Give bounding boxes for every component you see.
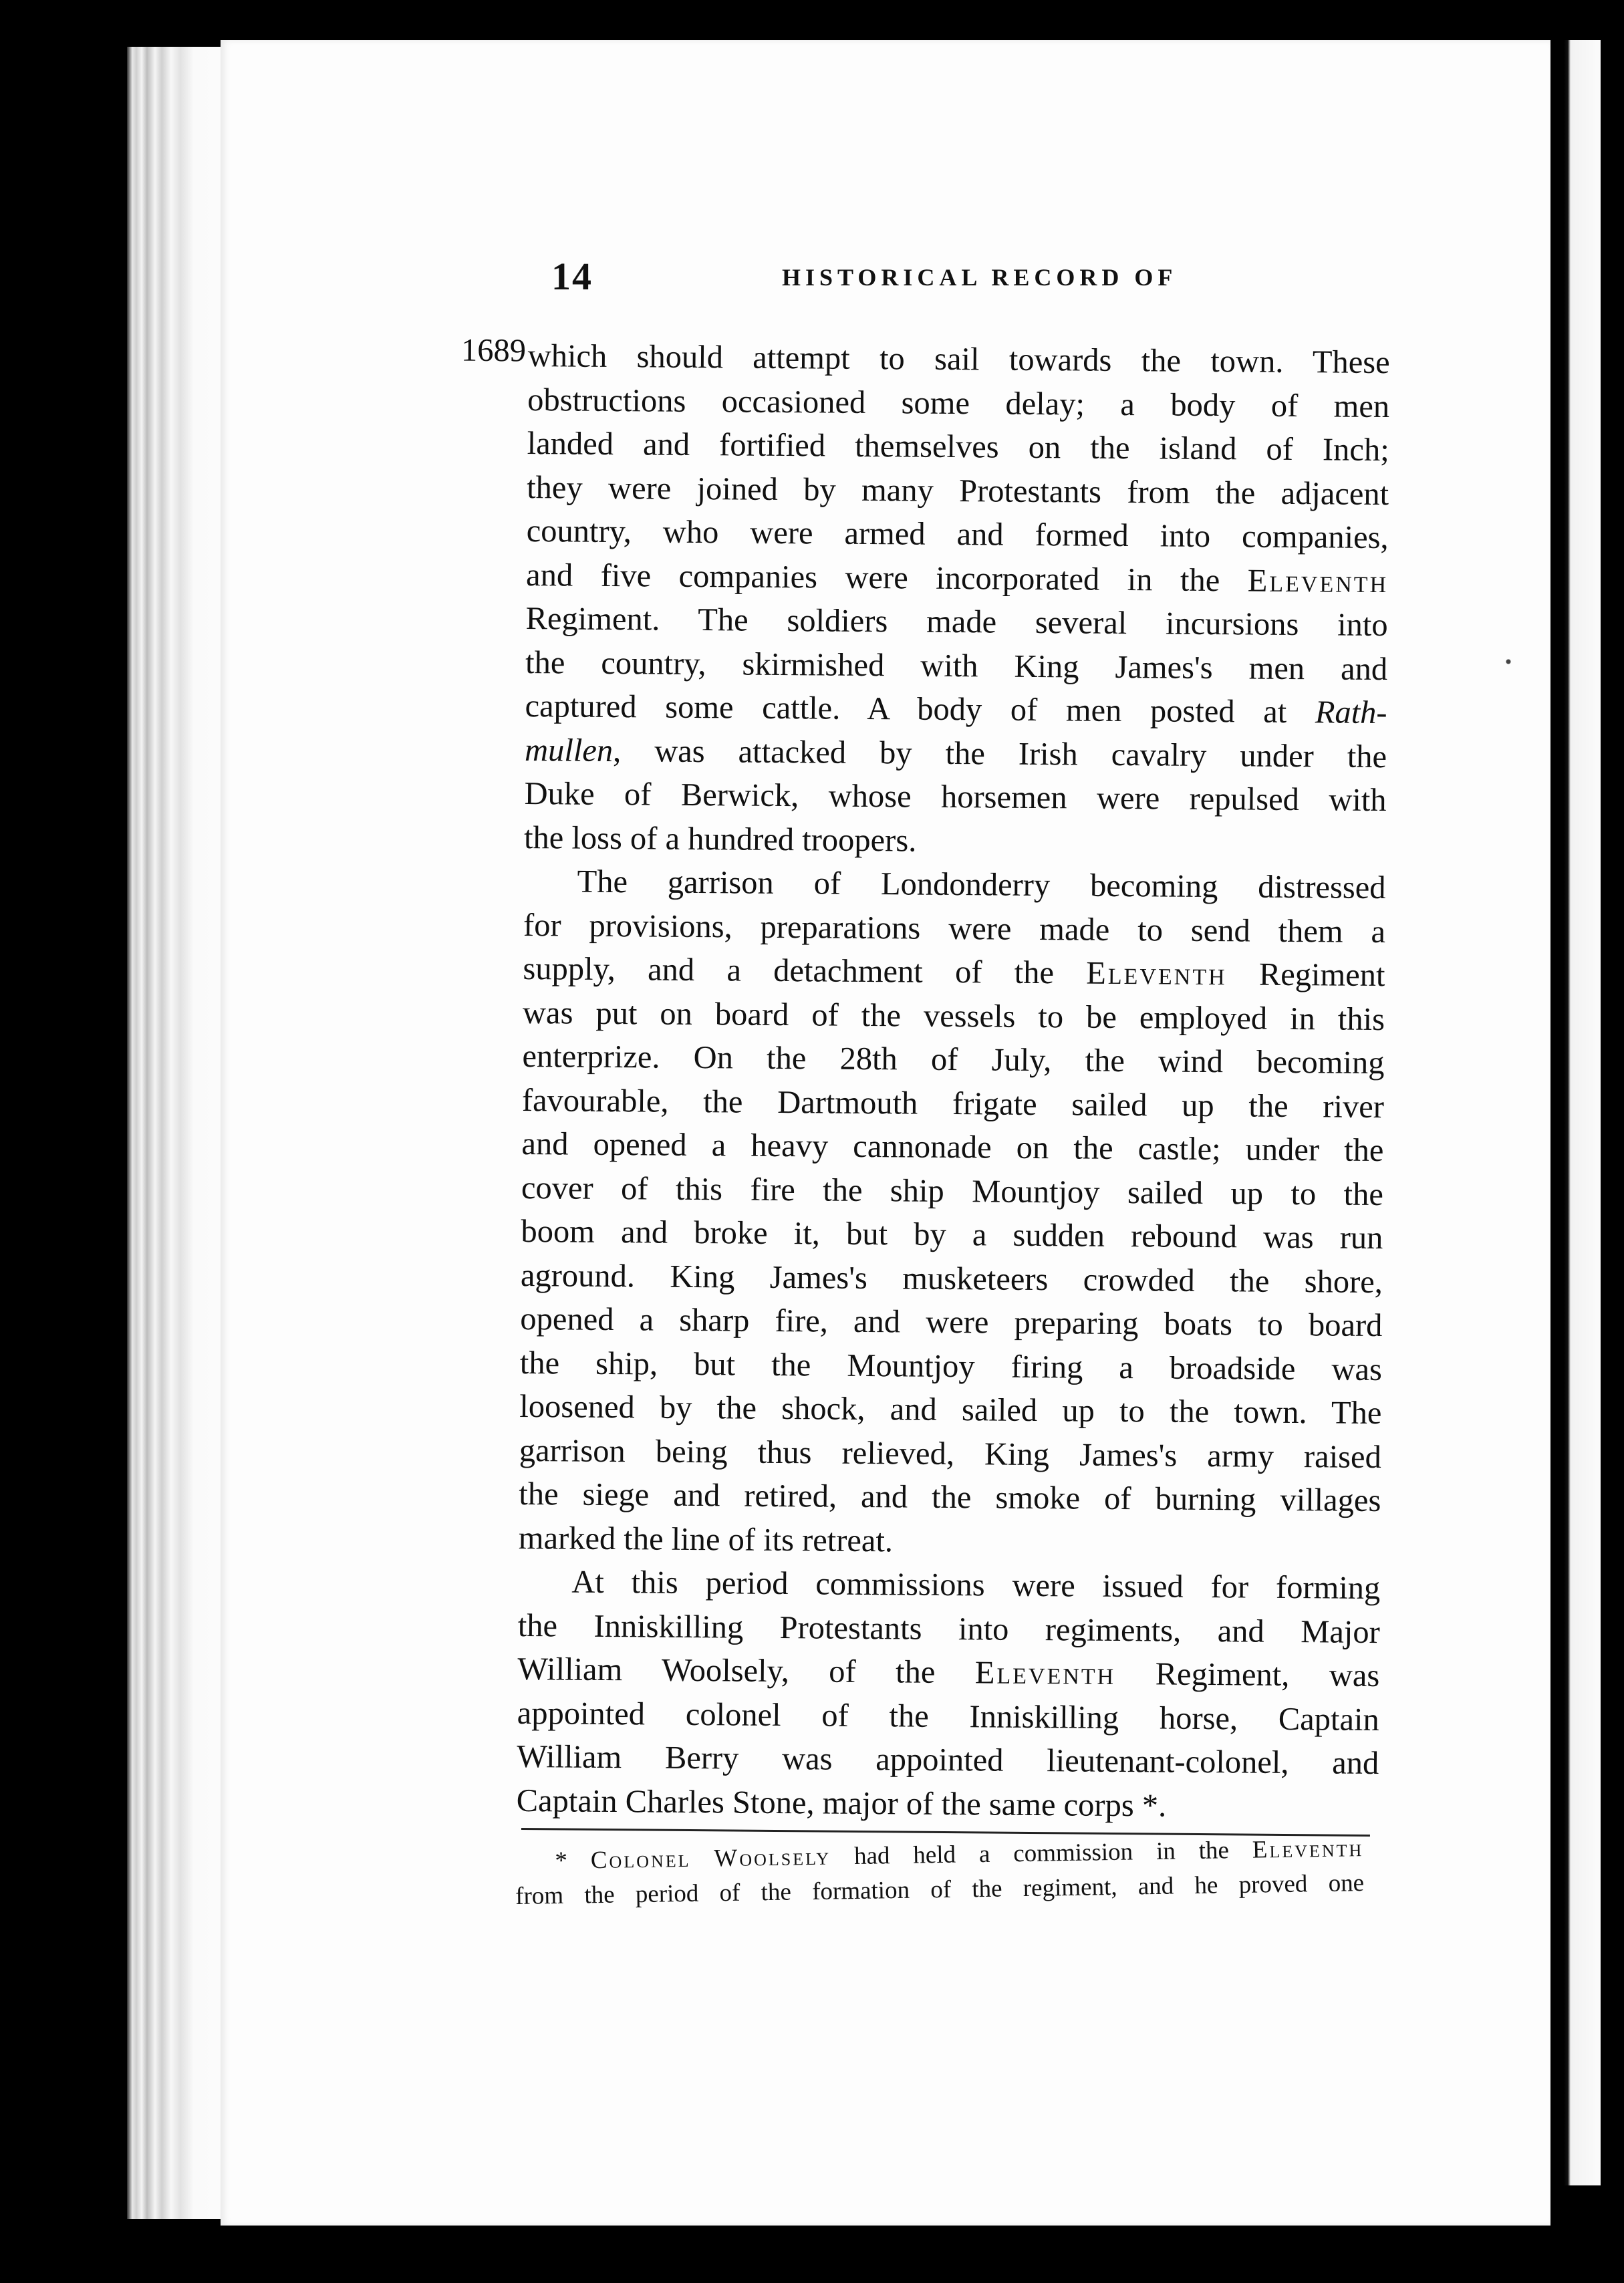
- text-line: loosened by the shock, and sailed up to the town. The: [519, 1388, 1382, 1432]
- text-line: Regiment. The soldiers made several incursions into: [525, 600, 1388, 644]
- text-line: William Berry was appointed lieutenant-colonel, and: [517, 1738, 1379, 1782]
- text-line: Captain Charles Stone, major of the same corps *.: [516, 1782, 1167, 1824]
- text-line: mullen, was attacked by the Irish cavalry under the: [524, 732, 1387, 775]
- text-line: opened a sharp fire, and were preparing boats to board: [520, 1301, 1383, 1344]
- text-line: At this period commissions were issued for forming: [571, 1564, 1381, 1607]
- text-line: cover of this fire the ship Mountjoy sailed up to the: [521, 1170, 1384, 1212]
- facing-page-edge: [1564, 40, 1601, 2185]
- running-head: HISTORICAL RECORD OF: [782, 264, 1178, 291]
- text-line: William Woolsely, of the Eleventh Regiment, was: [517, 1651, 1380, 1694]
- page-number: 14: [551, 255, 593, 298]
- margin-year: 1689: [460, 332, 527, 369]
- paragraph: [517, 1560, 1387, 1829]
- body-text: [517, 334, 1397, 1829]
- text-line: which should attempt to sail towards the town. These: [527, 338, 1390, 381]
- text-line: favourable, the Dartmouth frigate sailed up the river: [521, 1082, 1385, 1125]
- text-line: for provisions, preparations were made to send them a: [523, 907, 1386, 950]
- text-line: The garrison of Londonderry becoming distressed: [577, 863, 1386, 906]
- text-line: the ship, but the Mountjoy firing a broadside was: [519, 1345, 1383, 1387]
- text-line: landed and fortified themselves on the island of Inch;: [527, 425, 1389, 468]
- text-line: marked the line of its retreat.: [518, 1520, 894, 1559]
- text-line: captured some cattle. A body of men posted at Rath-: [525, 688, 1387, 731]
- text-line: supply, and a detachment of the Eleventh Regiment: [523, 950, 1385, 994]
- page-header: [331, 254, 1200, 307]
- text-line: enterprize. On the 28th of July, the wind becoming: [522, 1038, 1385, 1081]
- text-line: Duke of Berwick, whose horsemen were repulsed with: [524, 775, 1387, 819]
- paragraph: [519, 859, 1393, 1567]
- text-line: was put on board of the vessels to be employed in this: [522, 994, 1385, 1037]
- text-line: obstructions occasioned some delay; a body of men: [527, 382, 1390, 424]
- text-line: * Colonel Woolsely had held a commission in the Eleventh: [555, 1835, 1364, 1875]
- text-line: appointed colonel of the Inniskilling horse, Captain: [517, 1695, 1379, 1738]
- text-line: the Inniskilling Protestants into regiments, and Major: [517, 1607, 1380, 1650]
- scan-speck: [1504, 648, 1513, 675]
- text-line: aground. King James's musketeers crowded the shore,: [520, 1257, 1383, 1300]
- footnote: [515, 1831, 1377, 1914]
- text-line: the country, skirmished with King James's men and: [525, 644, 1388, 687]
- text-line: country, who were armed and formed into companies,: [526, 513, 1389, 556]
- text-line: boom and broke it, but by a sudden rebound was run: [521, 1213, 1383, 1256]
- paragraph: [524, 334, 1397, 866]
- text-line: they were joined by many Protestants from the adjacent: [526, 469, 1389, 512]
- text-line: the loss of a hundred troopers.: [523, 819, 917, 859]
- text-line: the siege and retired, and the smoke of burning villages: [519, 1476, 1381, 1519]
- text-line: garrison being thus relieved, King James's army raised: [519, 1432, 1382, 1475]
- text-line: from the period of the formation of the regiment, and he proved one: [515, 1869, 1365, 1910]
- text-line: and five companies were incorporated in the Eleventh: [525, 557, 1389, 599]
- text-line: and opened a heavy cannonade on the castle; under the: [521, 1125, 1384, 1169]
